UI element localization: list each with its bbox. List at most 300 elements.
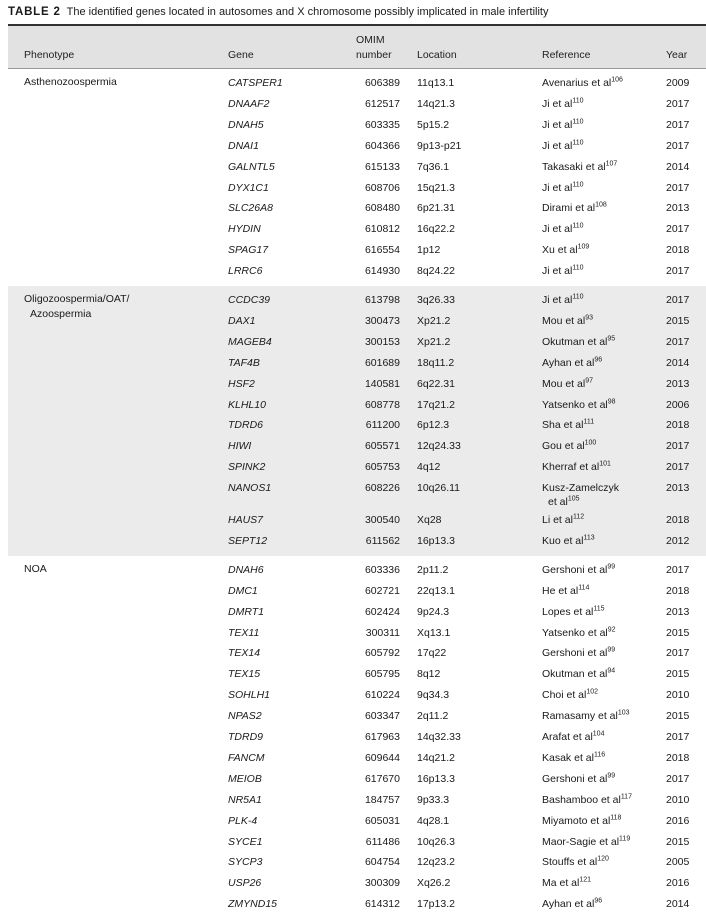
omim-cell: 605031 [364,814,400,827]
reference-text: Kasak et al [542,751,594,764]
reference-cell [542,139,662,153]
reference-text: Gershoni et al [542,647,608,660]
omim-cell: 608778 [364,398,400,411]
omim-cell: 608480 [364,202,400,215]
gene-cell: GALNTL5 [228,160,275,173]
table-row [8,478,706,510]
year-cell: 2017 [666,265,690,278]
year-cell: 2010 [666,793,690,806]
reference-cell [542,181,662,195]
reference-cell [542,709,662,723]
table-row [8,685,706,706]
table-row [8,790,706,811]
year-cell: 2015 [666,668,690,681]
reference-cell [542,534,662,548]
gene-cell: SOHLH1 [228,689,271,702]
reference-citation: 109 [577,243,590,251]
location-cell: 6p21.31 [417,202,455,215]
gene-cell: USP26 [228,877,262,890]
year-cell: 2016 [666,814,690,827]
location-cell: 9p13-p21 [417,139,462,152]
reference-citation: 117 [620,793,632,801]
table-row [8,510,706,531]
year-cell: 2017 [666,563,690,576]
reference-cell [542,855,662,869]
year-cell: 2005 [666,856,690,869]
omim-cell: 300473 [364,314,400,327]
reference-cell [542,201,662,215]
table-row [8,178,706,199]
omim-cell: 617963 [364,731,400,744]
omim-cell: 300153 [364,335,400,348]
omim-cell: 617670 [364,772,400,785]
location-cell: 16p13.3 [417,772,455,785]
gene-cell: HYDIN [228,223,261,236]
reference-text: Ji et al [542,118,573,131]
reference-citation: 110 [572,264,584,272]
reference-cell [542,513,662,527]
table-row [8,664,706,685]
table-row [8,894,706,915]
reference-cell [542,667,662,681]
year-cell: 2013 [666,605,690,618]
location-cell: 10q26.11 [417,482,461,495]
omim-cell: 605571 [364,440,400,453]
reference-cell [542,439,662,453]
year-cell: 2015 [666,626,690,639]
omim-cell: 610224 [364,689,400,702]
gene-cell: DMRT1 [228,605,264,618]
reference-text: Yatsenko et al [542,626,608,639]
location-cell: 2q11.2 [417,710,449,723]
table-row [8,602,706,623]
location-cell: Xq28 [417,514,442,527]
reference-cell [542,418,662,432]
table-row [8,240,706,261]
reference-text: Kherraf et al [542,461,600,474]
omim-cell: 614312 [364,898,400,911]
gene-cell: DMC1 [228,584,258,597]
table-row [8,560,706,581]
table-row [8,290,706,311]
reference-citation: 120 [597,855,609,863]
reference-text: Yatsenko et al [542,398,608,411]
reference-citation: 115 [593,605,605,613]
gene-cell: TEX14 [228,647,261,660]
gene-cell: TEX15 [228,668,261,681]
table-row [8,374,706,395]
reference-citation: 112 [572,513,585,521]
year-cell: 2017 [666,97,690,110]
reference-cell [542,751,662,765]
gene-cell: NR5A1 [228,793,262,806]
year-cell: 2017 [666,139,690,152]
location-cell: 11q13.1 [417,77,455,89]
reference-text: He et al [542,584,579,597]
year-cell: 2014 [666,356,690,369]
location-cell: 9q34.3 [417,689,450,702]
reference-text: Bashamboo et al [542,793,621,806]
table-row [8,643,706,664]
gene-cell: TEX11 [228,626,260,639]
year-cell: 2015 [666,710,690,723]
omim-cell: 184757 [364,793,400,806]
header-omim-line1: OMIM [356,34,385,46]
reference-text: Ma et al [542,877,580,890]
reference-citation: 99 [607,563,616,571]
table-row [8,623,706,644]
reference-cell [542,314,662,328]
reference-cell [542,398,662,412]
reference-text: Avenarius et al [542,77,612,89]
year-cell: 2006 [666,398,690,411]
reference-citation: 110 [572,293,584,301]
location-cell: 12q23.2 [417,856,455,869]
omim-cell: 608226 [364,482,400,495]
year-cell: 2013 [666,377,690,390]
reference-citation: 92 [607,626,616,634]
location-cell: 9p33.3 [417,793,450,806]
header-year: Year [666,49,688,61]
omim-cell: 609644 [364,751,400,764]
location-cell: 5p15.2 [417,118,450,131]
location-cell: 8q12 [417,668,441,681]
location-cell: 14q21.3 [417,97,455,110]
header-reference: Reference [542,49,591,61]
omim-cell: 604754 [364,856,400,869]
gene-cell: SPINK2 [228,461,266,474]
year-cell: 2017 [666,772,690,785]
gene-cell: CATSPER1 [228,77,283,89]
table-row [8,727,706,748]
table-row [8,581,706,602]
reference-cell [542,377,662,391]
table-row [8,852,706,873]
reference-text: Ji et al [542,97,573,110]
year-cell: 2015 [666,835,690,848]
gene-cell: DYX1C1 [228,181,269,194]
gene-cell: FANCM [228,751,265,764]
reference-text: Ji et al [542,294,573,306]
gene-cell: CCDC39 [228,294,271,306]
table-title: The identified genes located in autosomes and X chromosome possibly implicated in male infertility [66,6,549,18]
gene-cell: TDRD9 [228,731,264,744]
year-cell: 2018 [666,514,690,527]
header-gene: Gene [228,49,254,61]
reference-cell [542,876,662,890]
year-cell: 2012 [666,535,690,547]
reference-cell [542,293,662,307]
reference-cell [542,481,662,509]
gene-cell: TDRD6 [228,419,264,432]
omim-cell: 140581 [364,377,400,390]
table-row [8,811,706,832]
year-cell: 2018 [666,419,690,432]
reference-text: Lopes et al [542,605,594,618]
omim-cell: 300309 [364,877,400,890]
table-row [8,198,706,219]
reference-text: Kusz-Zamelczyk [542,482,620,495]
omim-cell: 615133 [364,160,400,173]
table-row [8,457,706,478]
table-row [8,353,706,374]
table-row [8,873,706,894]
year-cell: 2016 [666,877,690,890]
reference-citation: 110 [572,181,584,188]
omim-cell: 601689 [364,356,400,369]
gene-cell: SPAG17 [228,244,269,257]
location-cell: 17q22 [417,647,447,660]
table-row [8,415,706,436]
omim-cell: 604366 [364,139,400,152]
reference-text: Ayhan et al [542,898,595,911]
gene-cell: ZMYND15 [228,898,278,911]
reference-citation: 94 [607,667,616,675]
year-cell: 2018 [666,584,690,597]
reference-text: Ji et al [542,181,573,194]
reference-text: Maor-Sagie et al [542,835,620,848]
reference-cell [542,688,662,702]
year-cell: 2017 [666,731,690,744]
phenotype-label-line: Azoospermia [30,308,92,320]
gene-cell: HIWI [228,440,252,453]
year-cell: 2017 [666,294,690,306]
gene-cell: PLK-4 [228,814,258,827]
reference-citation: 119 [619,835,631,843]
year-cell: 2013 [666,202,690,215]
phenotype-group [8,69,706,286]
reference-cell [542,76,662,90]
omim-cell: 603335 [364,118,400,131]
reference-cell [542,730,662,744]
reference-text: Gershoni et al [542,772,608,785]
omim-cell: 614930 [364,265,400,278]
gene-cell: SYCE1 [228,835,263,848]
year-cell: 2018 [666,244,690,257]
omim-cell: 602424 [364,605,400,618]
reference-citation: 104 [592,730,605,738]
phenotype-group [8,286,706,556]
reference-citation: 101 [599,460,611,468]
table-header [8,26,706,69]
location-cell: 6p12.3 [417,419,450,432]
omim-cell: 603336 [364,563,400,576]
gene-cell: DNAH6 [228,563,264,576]
table-row [8,94,706,115]
omim-cell: 603347 [364,710,400,723]
gene-cell: NANOS1 [228,482,272,495]
header-omim-line2: number [356,49,392,61]
reference-citation: 105 [567,495,580,503]
location-cell: 17q21.2 [417,398,455,411]
omim-cell: 616554 [364,244,400,257]
reference-text: Mou et al [542,314,586,327]
reference-citation: 96 [594,897,603,905]
location-cell: 4q12 [417,461,441,474]
omim-cell: 605792 [364,647,400,660]
reference-text: Li et al [542,514,573,527]
omim-cell: 610812 [364,223,400,236]
location-cell: Xp21.2 [417,314,451,327]
reference-text: Ramasamy et al [542,710,618,723]
reference-text: Kuo et al [542,535,584,547]
table-row [8,332,706,353]
omim-cell: 605753 [364,461,400,474]
reference-cell [542,814,662,828]
reference-text: Okutman et al [542,668,608,681]
reference-citation: 103 [617,709,630,717]
reference-citation: 116 [593,751,606,759]
reference-text: Mou et al [542,377,586,390]
location-cell: Xq13.1 [417,626,451,639]
location-cell: 16p13.3 [417,535,455,547]
reference-cell [542,118,662,132]
reference-cell [542,97,662,111]
omim-cell: 612517 [364,97,400,110]
table-caption [8,4,548,20]
reference-citation: 95 [607,335,616,343]
reference-citation: 113 [583,534,595,542]
table-label: TABLE 2 [8,6,61,18]
reference-cell [542,605,662,619]
location-cell: Xp21.2 [417,335,451,348]
reference-text: Sha et al [542,419,584,432]
table-row [8,219,706,240]
year-cell: 2017 [666,647,690,660]
gene-cell: SLC26A8 [228,202,273,215]
gene-cell: HAUS7 [228,514,264,527]
year-cell: 2017 [666,461,690,474]
year-cell: 2017 [666,181,690,194]
location-cell: 15q21.3 [417,181,455,194]
omim-cell: 611486 [365,835,400,848]
omim-cell: 605795 [364,668,400,681]
reference-citation: 118 [610,814,622,822]
reference-cell [542,772,662,786]
reference-cell [542,460,662,474]
year-cell: 2015 [666,314,690,327]
table-row [8,311,706,332]
reference-citation: 111 [583,418,595,426]
location-cell: 4q28.1 [417,814,450,827]
reference-text: Gershoni et al [542,563,608,576]
reference-citation: 121 [579,876,592,884]
location-cell: 3q26.33 [417,294,455,306]
reference-cell [542,626,662,640]
reference-cell [542,243,662,257]
reference-text-line2: et al [548,496,568,509]
reference-citation: 102 [586,688,599,696]
omim-cell: 611200 [365,419,400,432]
reference-citation: 93 [585,314,593,322]
year-cell: 2017 [666,335,690,348]
location-cell: 18q11.2 [417,356,455,369]
location-cell: 9p24.3 [417,605,450,618]
table-row [8,531,706,552]
reference-text: Choi et al [542,689,587,702]
omim-cell: 300540 [364,514,400,527]
gene-cell: MEIOB [228,772,262,785]
reference-cell [542,646,662,660]
table-row [8,115,706,136]
reference-text: Ji et al [542,265,573,278]
reference-cell [542,584,662,598]
reference-cell [542,335,662,349]
reference-cell [542,793,662,807]
reference-citation: 110 [572,222,584,230]
reference-citation: 106 [611,76,623,84]
location-cell: 10q26.3 [417,835,455,848]
reference-citation: 97 [585,377,593,385]
reference-citation: 99 [607,646,616,654]
reference-citation: 114 [578,584,590,592]
header-phenotype: Phenotype [24,49,75,61]
reference-cell [542,835,662,849]
phenotype-label-line: Asthenozoospermia [24,76,117,88]
table-row [8,395,706,416]
gene-cell: LRRC6 [228,265,263,278]
phenotype-group [8,556,706,919]
table-row [8,436,706,457]
gene-cell: MAGEB4 [228,335,272,348]
location-cell: 22q13.1 [417,584,455,597]
gene-cell: DNAH5 [228,118,264,131]
year-cell: 2013 [666,482,690,495]
year-cell: 2010 [666,689,690,702]
table-row [8,832,706,853]
table-row [8,748,706,769]
reference-citation: 110 [572,139,584,147]
phenotype-label-line: NOA [24,562,47,575]
reference-citation: 110 [572,118,584,126]
phenotype-label-line: Oligozoospermia/OAT/ [24,293,130,305]
table-row [8,136,706,157]
reference-cell [542,563,662,577]
location-cell: 2p11.2 [417,563,449,576]
location-cell: 8q24.22 [417,265,455,278]
reference-cell [542,264,662,278]
reference-text: Ji et al [542,139,573,152]
reference-citation: 108 [595,201,607,209]
table-row [8,706,706,727]
year-cell: 2009 [666,77,690,89]
gene-cell: SEPT12 [228,535,268,547]
reference-text: Ji et al [542,223,573,236]
gene-cell: TAF4B [228,356,260,369]
reference-cell [542,897,662,911]
omim-cell: 602721 [364,584,400,597]
table-row [8,73,706,94]
reference-cell [542,356,662,370]
gene-cell: KLHL10 [228,398,266,411]
location-cell: Xq26.2 [417,877,451,890]
reference-text: Arafat et al [542,731,593,744]
reference-text: Ayhan et al [542,356,595,369]
reference-citation: 107 [605,160,618,168]
year-cell: 2014 [666,898,690,911]
omim-cell: 613798 [364,294,400,306]
gene-cell: SYCP3 [228,856,263,869]
year-cell: 2014 [666,160,690,173]
omim-cell: 608706 [364,181,400,194]
reference-citation: 96 [594,356,603,364]
reference-cell [542,160,662,174]
location-cell: 7q36.1 [417,160,450,173]
location-cell: 14q21.2 [417,751,455,764]
gene-cell: DAX1 [228,314,256,327]
reference-citation: 110 [572,97,584,105]
table-row [8,157,706,178]
